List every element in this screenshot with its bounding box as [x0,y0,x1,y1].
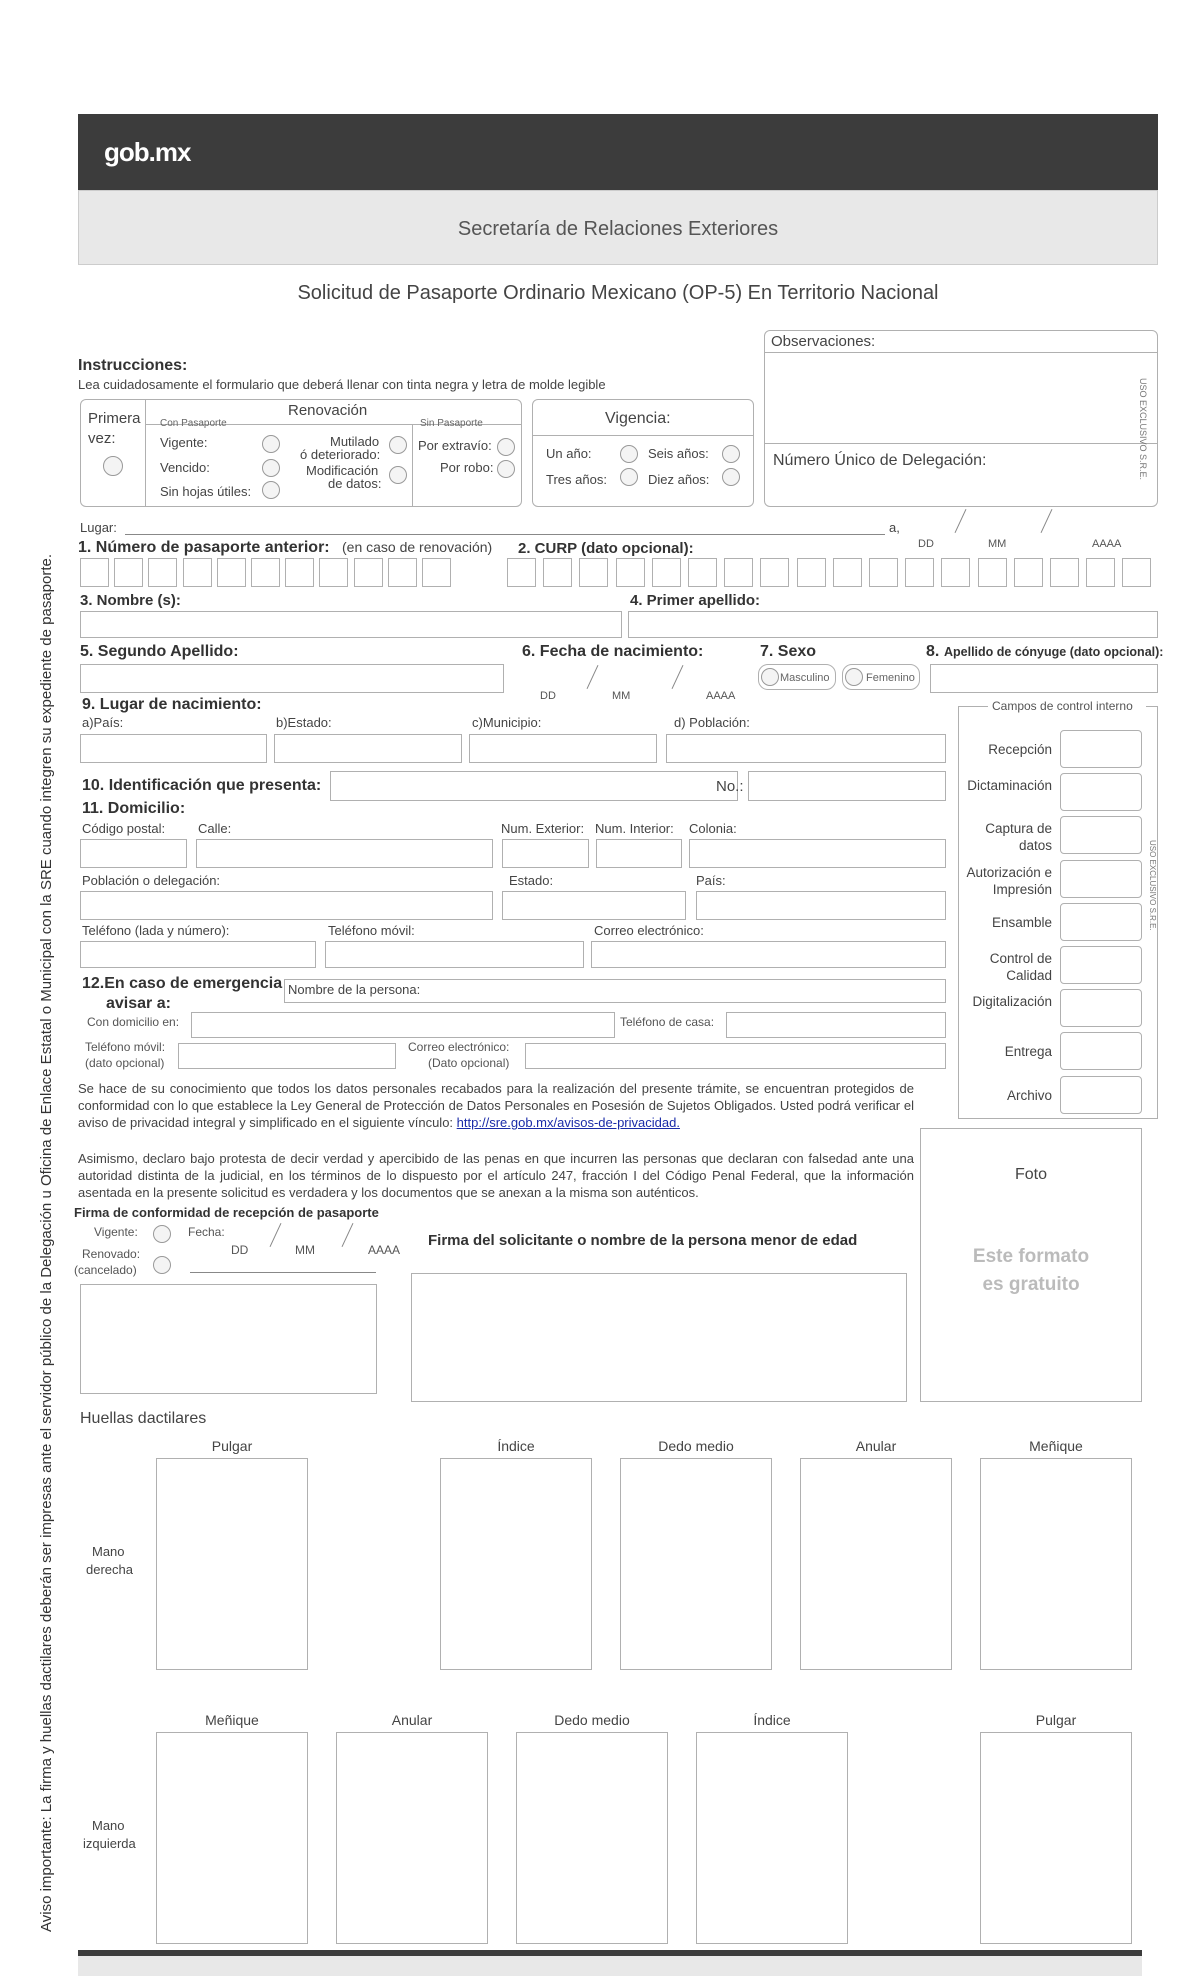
nombre-input[interactable] [80,611,622,638]
curp-cell[interactable] [688,558,717,587]
delegacion-label: Número Único de Delegación: [773,452,987,469]
femenino-label: Femenino [866,672,915,684]
robo-radio[interactable] [497,460,515,478]
mano-izquierda-label-2: izquierda [83,1836,136,1851]
dom-pais-input[interactable] [696,891,946,920]
renovado-label-1: Renovado: [82,1247,141,1261]
emergencia-domicilio-input[interactable] [191,1012,615,1038]
poblacion-input[interactable] [666,734,946,763]
conformidad-slash-2 [342,1223,354,1247]
pasaporte-anterior-cell[interactable] [319,558,348,587]
nombre-label: 3. Nombre (s): [80,592,181,609]
fecha-dd: DD [540,690,556,702]
header-bar [78,114,1158,190]
cp-label: Código postal: [82,821,166,836]
modificacion-radio[interactable] [389,466,407,484]
sin-pasaporte-label: Sin Pasaporte [420,418,483,429]
mano-izquierda-label-1: Mano [92,1818,125,1833]
instrucciones-title: Instrucciones: [78,357,188,374]
telefono-input[interactable] [80,941,316,968]
tres-anios-label: Tres años: [546,472,607,487]
observaciones-box[interactable] [764,330,1158,507]
uso-exclusivo-label: USO EXCLUSIVO S.R.E. [1138,378,1148,481]
observaciones-divider [764,443,1158,444]
lugar-input[interactable] [125,534,885,535]
curp-cell[interactable] [579,558,608,587]
municipio-label: c)Municipio: [472,715,542,730]
extravio-label: Por extravío: [418,438,492,453]
control-item-label: Archivo [1006,1087,1052,1103]
finger-label-left: Meñique [205,1712,259,1728]
pasaporte-anterior-cell[interactable] [183,558,212,587]
observaciones-label-line [764,352,1158,353]
conyuge-label: Apellido de cónyuge (dato opcional): [944,645,1164,659]
pais-input[interactable] [80,734,267,763]
vencido-label: Vencido: [160,460,210,475]
modificacion-label-1: Modificación [306,463,379,478]
control-frame-top-right [1146,706,1158,707]
conyuge-input[interactable] [930,664,1158,693]
modificacion-label-2: de datos: [328,476,382,491]
curp-cell[interactable] [941,558,970,587]
control-item-label: Entrega [1004,1044,1052,1060]
curp-label: 2. CURP (dato opcional): [518,540,694,557]
num-exterior-label: Num. Exterior: [501,821,585,836]
poblacion-delegacion-label: Población o delegación: [82,873,221,888]
lugar-date-slash-1 [955,509,967,533]
segundo-apellido-label: 5. Segundo Apellido: [80,643,239,660]
primer-apellido-input[interactable] [628,611,1158,638]
control-item-label: Digitalización [972,994,1052,1010]
curp-cell[interactable] [797,558,826,587]
estado-label: b)Estado: [276,715,332,730]
pasaporte-anterior-cell[interactable] [422,558,451,587]
lugar-nacimiento-label: 9. Lugar de nacimiento: [82,696,262,713]
pasaporte-anterior-label: 1. Número de pasaporte anterior: [78,539,330,556]
seis-anios-radio[interactable] [722,445,740,463]
fingerprint-left-dedo-medio[interactable] [516,1732,668,1944]
femenino-radio[interactable] [845,668,863,686]
dom-estado-label: Estado: [509,873,554,888]
conyuge-num: 8. [926,643,940,660]
seis-anios-label: Seis años: [648,446,709,461]
renovacion-label: Renovación [288,402,368,419]
extravio-radio[interactable] [497,438,515,456]
control-item-box[interactable] [1060,989,1142,1027]
huellas-title: Huellas dactilares [80,1410,207,1427]
telefono-label: Teléfono (lada y número): [82,923,230,938]
secretaria-title: Secretaría de Relaciones Exteriores [457,218,779,240]
mano-derecha-label-1: Mano [92,1544,125,1559]
conformidad-vigente-radio[interactable] [153,1225,171,1243]
pasaporte-anterior-cell[interactable] [354,558,383,587]
num-interior-label: Num. Interior: [595,821,674,836]
tipo-divider-2 [412,424,413,507]
identificacion-no-label: No.: [716,778,744,795]
num-interior-input[interactable] [596,839,682,868]
fecha-mm: MM [612,690,631,702]
correo-label: Correo electrónico: [594,923,704,938]
lugar-date-slash-2 [1041,509,1053,533]
finger-label-right: Índice [497,1438,535,1454]
lugar-label: Lugar: [80,520,117,535]
conformidad-fecha-label: Fecha: [188,1225,225,1239]
sin-hojas-label: Sin hojas útiles: [160,484,252,499]
finger-label-right: Meñique [1029,1438,1083,1454]
conformidad-vigente-label: Vigente: [94,1225,138,1239]
curp-cell[interactable] [1122,558,1151,587]
fingerprint-left-pulgar[interactable] [980,1732,1132,1944]
fingerprint-right-índice[interactable] [440,1458,592,1670]
correo-input[interactable] [591,941,946,968]
control-item-label: Ensamble [991,914,1052,930]
privacy-text: Se hace de su conocimiento que todos los datos personales recabados para la realización del presente trámite, se encuentran protegidos de conformidad con lo que establece la Ley General de Protección de Datos Personales en Posesión de Sujetos Obligados. Usted podrá verificar el aviso de privacidad integral y simplificado en el siguiente vínculo: [78,1081,914,1130]
con-pasaporte-label: Con Pasaporte [160,418,227,429]
control-item-box[interactable] [1060,1032,1142,1070]
gratuito-label-1: Este formato [972,1246,1090,1267]
curp-cell[interactable] [978,558,1007,587]
municipio-input[interactable] [469,734,657,763]
mano-derecha-label-2: derecha [86,1562,133,1577]
control-item-box[interactable] [1060,1076,1142,1114]
footer-band [78,1956,1142,1976]
diez-anios-radio[interactable] [722,468,740,486]
conformidad-date-line[interactable] [190,1272,376,1273]
fingerprint-left-meñique[interactable] [156,1732,308,1944]
identificacion-input[interactable] [330,771,738,801]
control-uso-exclusivo: USO EXCLUSIVO S.R.E. [1148,840,1157,931]
privacy-link[interactable]: http://sre.gob.mx/avisos-de-privacidad. [456,1115,680,1130]
curp-cell[interactable] [1086,558,1115,587]
privacy-notice [78,1080,914,1131]
colonia-label: Colonia: [689,821,737,836]
pasaporte-anterior-note: (en caso de renovación) [342,539,493,555]
gobmx-logo: gob.mx [104,137,191,167]
emergencia-label-2: avisar a: [106,995,171,1012]
curp-cell[interactable] [616,558,645,587]
control-item-box[interactable] [1060,773,1142,811]
finger-label-left: Dedo medio [554,1712,630,1728]
curp-cell[interactable] [833,558,862,587]
lugar-aaaa: AAAA [1092,538,1122,550]
pasaporte-anterior-cell[interactable] [80,558,109,587]
cp-input[interactable] [80,839,187,868]
curp-cell[interactable] [869,558,898,587]
masculino-radio[interactable] [761,668,779,686]
sexo-label: 7. Sexo [760,643,817,660]
mutilado-radio[interactable] [389,436,407,454]
fecha-slash-2 [672,665,684,689]
finger-label-left: Índice [753,1712,791,1728]
control-item-box[interactable] [1060,946,1142,984]
side-notice: Aviso importante: La firma y huellas dactilares deberán ser impresas ante el servidor público de la Delegación u Oficina de Enlace Estatal o Municipal con la SRE cuando integren su expediente de pasaporte. [38,553,55,1932]
control-item-label: Recepción [988,742,1052,757]
dom-pais-label: País: [696,873,726,888]
tres-anios-radio[interactable] [620,468,638,486]
gratuito-label-2: es gratuito [982,1274,1080,1295]
calle-label: Calle: [198,821,232,836]
curp-cell[interactable] [543,558,572,587]
curp-cell[interactable] [652,558,681,587]
firma-solicitante-label: Firma del solicitante o nombre de la persona menor de edad [428,1232,858,1249]
conformidad-aaaa: AAAA [368,1243,401,1257]
vigente-label: Vigente: [160,435,208,450]
emergencia-movil-input[interactable] [178,1043,396,1069]
control-interno-title: Campos de control interno [992,699,1133,713]
curp-cell[interactable] [724,558,753,587]
primer-apellido-label: 4. Primer apellido: [630,592,761,609]
segundo-apellido-input[interactable] [80,664,504,693]
colonia-input[interactable] [689,839,946,868]
control-item-box[interactable] [1060,816,1142,854]
pasaporte-anterior-cell[interactable] [251,558,280,587]
pasaporte-anterior-cell[interactable] [217,558,246,587]
identificacion-no-input[interactable] [748,771,946,801]
conformidad-slash-1 [270,1223,282,1247]
fingerprint-left-índice[interactable] [696,1732,848,1944]
emergencia-label-1: 12.En caso de emergencia [82,975,283,992]
curp-cell[interactable] [1050,558,1079,587]
renovado-label-2: (cancelado) [74,1263,137,1277]
emergencia-nombre-label: Nombre de la persona: [288,982,421,997]
conformidad-mm: MM [295,1243,315,1257]
pasaporte-anterior-cell[interactable] [285,558,314,587]
form-title: Solicitud de Pasaporte Ordinario Mexicano (OP-5) En Territorio Nacional [297,282,939,304]
finger-label-left: Anular [391,1712,433,1728]
calle-input[interactable] [196,839,493,868]
masculino-label: Masculino [780,672,830,684]
robo-label: Por robo: [440,460,494,475]
poblacion-delegacion-input[interactable] [80,891,493,920]
mutilado-label-2: ó deteriorado: [300,447,381,462]
identificacion-label: 10. Identificación que presenta: [82,777,322,794]
pais-label: a)País: [82,715,124,730]
pasaporte-anterior-cell[interactable] [148,558,177,587]
mutilado-label-1: Mutilado [330,434,380,449]
un-anio-radio[interactable] [620,445,638,463]
curp-cell[interactable] [507,558,536,587]
emergencia-correo-input[interactable] [525,1043,946,1069]
emergencia-tel-casa-label: Teléfono de casa: [620,1015,715,1029]
finger-label-right: Dedo medio [658,1438,734,1454]
control-item-box[interactable] [1060,903,1142,941]
vencido-radio[interactable] [262,459,280,477]
control-item-box[interactable] [1060,860,1142,898]
primera-label: Primera [88,410,141,427]
fingerprint-right-meñique[interactable] [980,1458,1132,1670]
pasaporte-anterior-cell[interactable] [388,558,417,587]
conformidad-title: Firma de conformidad de recepción de pasaporte [74,1205,379,1220]
declaro-text: Asimismo, declaro bajo protesta de decir verdad y apercibido de las penas en que incurren las personas que declaran con falsedad ante una autoridad distinta de la judicial, en los términos de lo dispuesto por el artículo 247, fracción I del Código Penal Federal, que la información asentada en la presente solicitud es verdadera y los documentos que se anexan a la misma son auténticos. [78,1151,914,1200]
lugar-a-label: a, [889,520,900,535]
finger-label-right: Pulgar [211,1438,253,1454]
curp-cell[interactable] [1014,558,1043,587]
movil-label: Teléfono móvil: [328,923,415,938]
fingerprint-right-dedo-medio[interactable] [620,1458,772,1670]
control-item-label: Autorización e Impresión [966,864,1052,897]
fecha-nacimiento-label: 6. Fecha de nacimiento: [522,643,704,660]
conformidad-firma-box[interactable] [80,1284,377,1394]
control-frame-top-left [958,706,988,707]
emergencia-correo-label-1: Correo electrónico: [408,1040,510,1054]
emergencia-movil-label-2: (dato opcional) [85,1056,165,1070]
num-exterior-input[interactable] [502,839,589,868]
fecha-aaaa: AAAA [706,690,736,702]
fingerprint-right-anular[interactable] [800,1458,952,1670]
estado-input[interactable] [274,734,462,763]
emergencia-correo-label-2: (Dato opcional) [428,1056,510,1070]
finger-label-right: Anular [855,1438,897,1454]
emergencia-domicilio-label: Con domicilio en: [87,1015,180,1029]
movil-input[interactable] [325,941,584,968]
foto-label: Foto [1014,1166,1047,1183]
poblacion-label: d) Población: [674,715,750,730]
firma-solicitante-box[interactable] [411,1273,907,1402]
sin-hojas-radio[interactable] [262,481,280,499]
conformidad-dd: DD [231,1243,249,1257]
primera-vez-radio[interactable] [103,456,123,476]
domicilio-label: 11. Domicilio: [82,800,186,817]
fingerprint-left-anular[interactable] [336,1732,488,1944]
curp-cell[interactable] [905,558,934,587]
emergencia-tel-casa-input[interactable] [726,1012,946,1038]
control-item-label: Control de Calidad [989,951,1052,983]
vigencia-header-line [532,435,754,436]
fingerprint-right-pulgar[interactable] [156,1458,308,1670]
control-item-box[interactable] [1060,730,1142,768]
tipo-divider-1 [145,399,146,507]
dom-estado-input[interactable] [502,891,686,920]
instrucciones-text: Lea cuidadosamente el formulario que deberá llenar con tinta negra y letra de molde legible [78,377,606,392]
pasaporte-anterior-cell[interactable] [114,558,143,587]
finger-label-left: Pulgar [1035,1712,1077,1728]
lugar-dd: DD [918,538,934,550]
fecha-slash-1 [587,665,599,689]
control-item-label: Captura de datos [985,821,1052,854]
vez-label: vez: [88,430,116,447]
renovado-radio[interactable] [153,1256,171,1274]
control-item-label: Dictaminación [967,778,1052,794]
un-anio-label: Un año: [546,446,592,461]
diez-anios-label: Diez años: [648,472,710,487]
emergencia-movil-label-1: Teléfono móvil: [85,1040,166,1054]
vigente-radio[interactable] [262,435,280,453]
vigencia-title: Vigencia: [605,410,671,427]
observaciones-label: Observaciones: [771,333,876,350]
lugar-mm: MM [988,538,1007,550]
curp-cell[interactable] [760,558,789,587]
